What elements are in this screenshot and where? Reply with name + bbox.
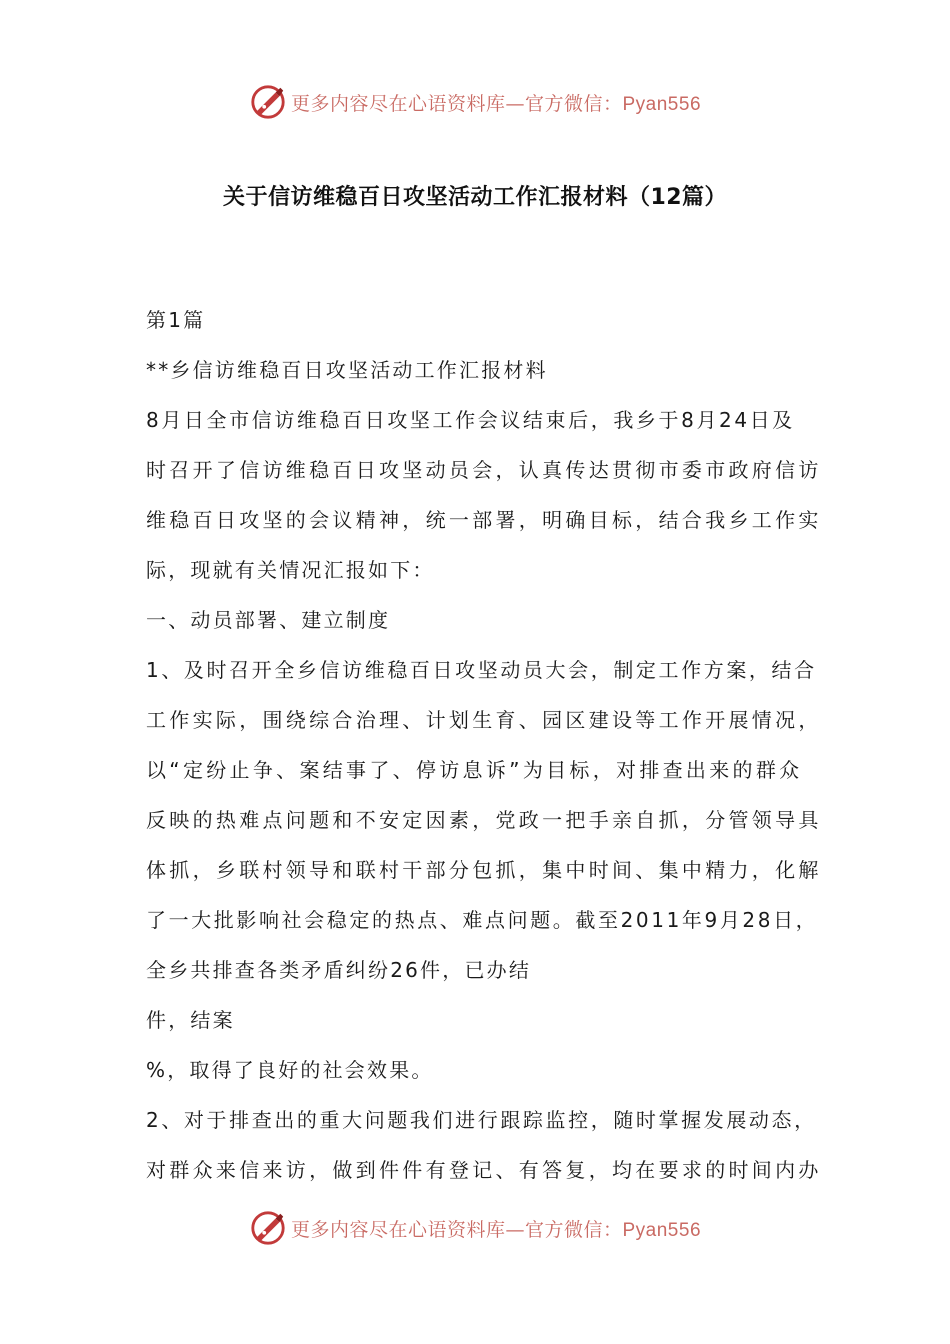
pen-nib-logo-icon (249, 1209, 287, 1247)
watermark-text: 更多内容尽在心语资料库—官方微信：Pyan556 (290, 1218, 702, 1241)
paragraph-line: 反映的热难点问题和不安定因素，党政一把手亲自抓，分管领导具 (146, 808, 822, 832)
section-heading: 第1篇 (146, 308, 206, 332)
watermark-header (0, 82, 950, 122)
paragraph-line: 2、对于排查出的重大问题我们进行跟踪监控，随时掌握发展动态， (146, 1108, 817, 1132)
paragraph-line: %，取得了良好的社会效果。 (146, 1058, 434, 1082)
paragraph-line: 工作实际，围绕综合治理、计划生育、园区建设等工作开展情况， (146, 708, 822, 732)
article-subtitle: **乡信访维稳百日攻坚活动工作汇报材料 (146, 358, 548, 382)
paragraph-line: 1、及时召开全乡信访维稳百日攻坚动员大会，制定工作方案，结合 (146, 658, 817, 682)
paragraph-line: 8月日全市信访维稳百日攻坚工作会议结束后，我乡于8月24日及 (146, 408, 795, 432)
paragraph-line: 维稳百日攻坚的会议精神，统一部署，明确目标，结合我乡工作实 (146, 508, 822, 532)
paragraph-line: 对群众来信来访，做到件件有登记、有答复，均在要求的时间内办 (146, 1158, 822, 1182)
paragraph-line: 以“定纷止争、案结事了、停访息诉”为目标，对排查出来的群众 (146, 758, 803, 782)
paragraph-line: 际，现就有关情况汇报如下： (146, 558, 435, 582)
wechat-id: Pyan556 (622, 1219, 702, 1241)
pen-nib-logo-icon (249, 83, 287, 121)
paragraph-line: 时召开了信访维稳百日攻坚动员会，认真传达贯彻市委市政府信访 (146, 458, 822, 482)
document-title: 关于信访维稳百日攻坚活动工作汇报材料（12篇） (222, 185, 728, 210)
watermark-text: 更多内容尽在心语资料库—官方微信：Pyan556 (290, 92, 702, 115)
subheading: 一、动员部署、建立制度 (146, 608, 391, 632)
paragraph-line: 了一大批影响社会稳定的热点、难点问题。截至2011年9月28日， (146, 908, 819, 932)
paragraph-line: 体抓，乡联村领导和联村干部分包抓，集中时间、集中精力，化解 (146, 858, 822, 882)
paragraph-line: 全乡共排查各类矛盾纠纷26件，已办结 (146, 958, 532, 982)
watermark-footer (0, 1208, 950, 1248)
paragraph-line: 件，结案 (146, 1008, 235, 1032)
wechat-id: Pyan556 (622, 93, 702, 115)
